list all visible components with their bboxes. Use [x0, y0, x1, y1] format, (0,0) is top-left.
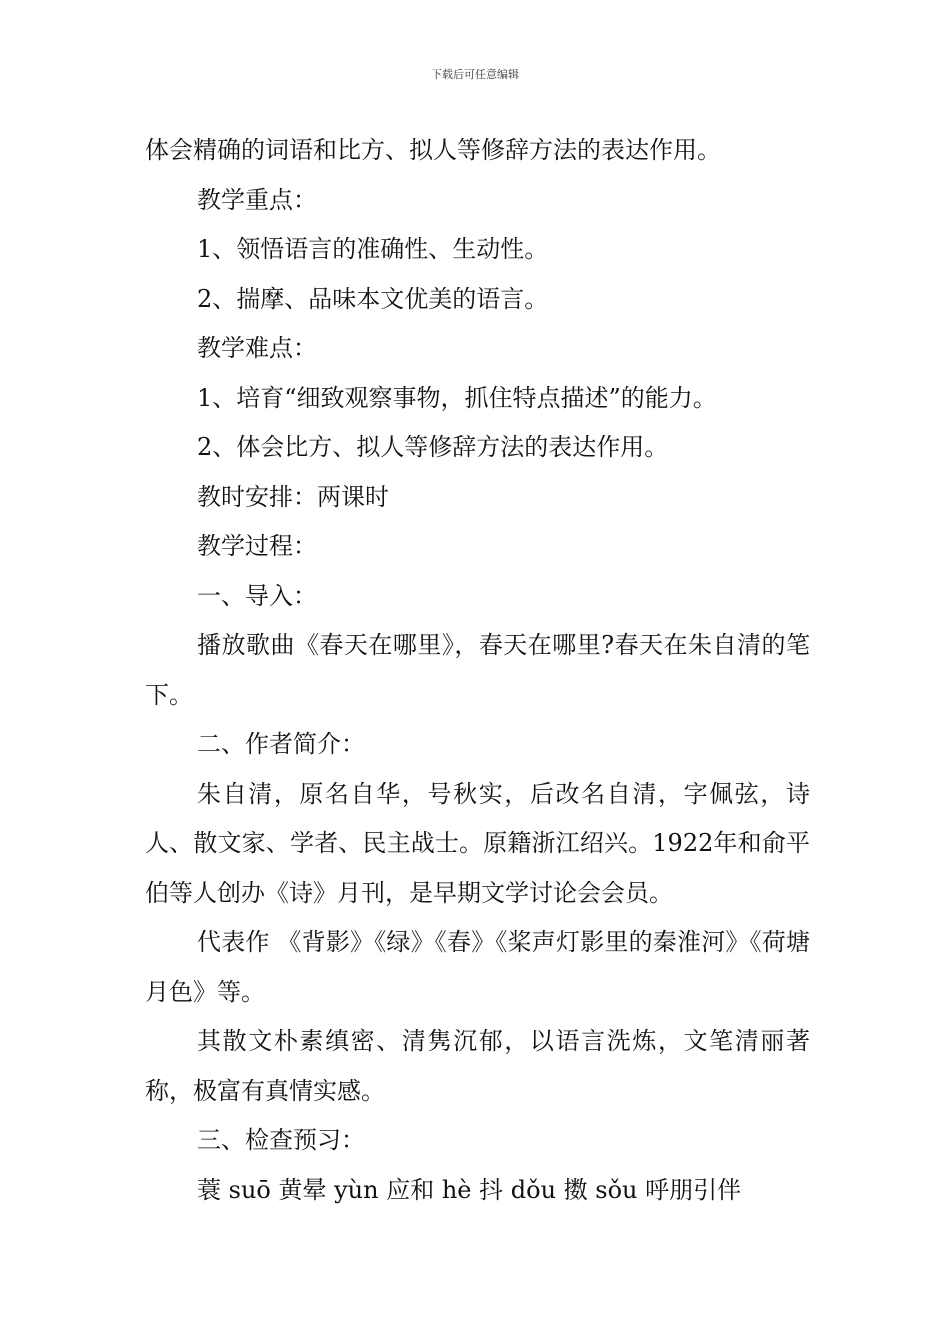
paragraph-schedule: 教时安排：两课时 — [197, 482, 389, 511]
paragraph-vocabulary: 蓑 suō 黄晕 yùn 应和 hè 抖 dǒu 擞 sǒu 呼朋引伴 — [197, 1175, 742, 1204]
paragraph-intro-objective: 体会精确的词语和比方、拟人等修辞方法的表达作用。 — [145, 136, 721, 164]
paragraph-intro-song: 播放歌曲《春天在哪里》，春天在哪里?春天在朱自清的笔下。 — [145, 631, 810, 709]
heading-section-author: 二、作者简介： — [197, 730, 365, 758]
paragraph-author-style: 其散文朴素缜密、清隽沉郁，以语言洗炼，文笔清丽著称，极富有真情实感。 — [145, 1027, 810, 1105]
list-item-difficulty-2: 2、体会比方、拟人等修辞方法的表达作用。 — [197, 433, 669, 461]
list-item-difficulty-1: 1、培育“细致观察事物，抓住特点描述”的能力。 — [197, 383, 717, 412]
list-item-focus-2: 2、揣摩、品味本文优美的语言。 — [197, 284, 549, 313]
page-header: 下载后可任意编辑 — [431, 68, 519, 81]
heading-section-preview: 三、检查预习： — [197, 1126, 365, 1154]
paragraph-author-bio: 朱自清，原名自华，号秋实，后改名自清，字佩弦，诗人、散文家、学者、民主战士。原籍浙江绍兴。1922年和俞平伯等人创办《诗》月刊，是早期文学讨论会会员。 — [145, 779, 810, 907]
list-item-focus-1: 1、领悟语言的准确性、生动性。 — [197, 235, 549, 263]
document-body — [145, 126, 810, 1215]
heading-teaching-process: 教学过程： — [197, 532, 317, 560]
heading-teaching-difficulty: 教学难点： — [197, 334, 317, 362]
heading-teaching-focus: 教学重点： — [197, 185, 317, 214]
paragraph-author-works: 代表作 《背影》《绿》《春》《桨声灯影里的秦淮河》《荷塘月色》等。 — [145, 928, 810, 1006]
heading-section-intro: 一、导入： — [197, 581, 317, 610]
